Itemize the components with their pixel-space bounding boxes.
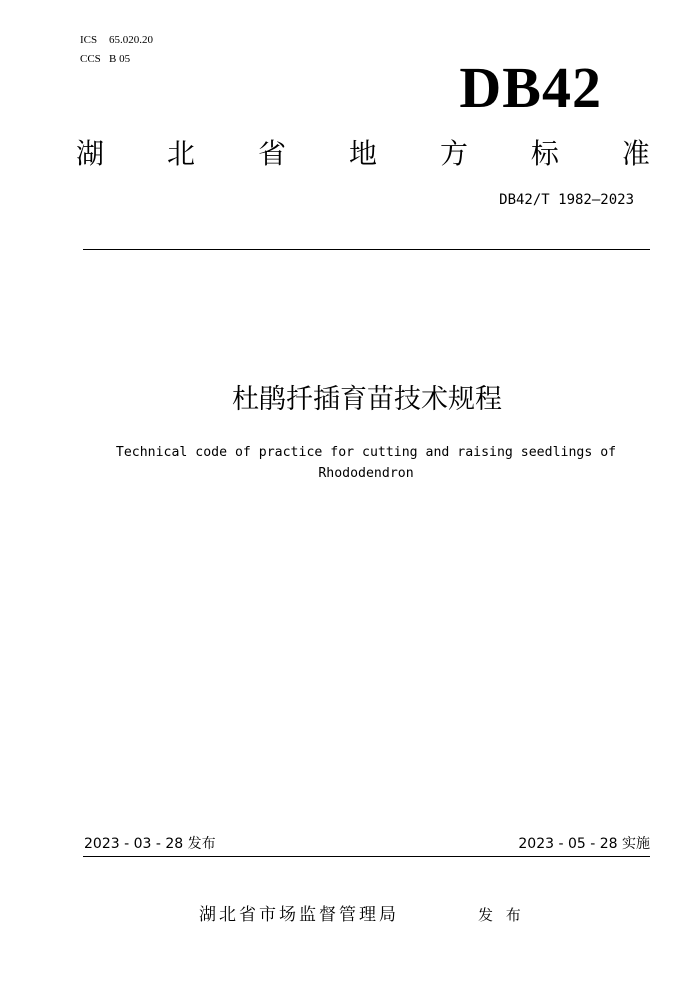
ccs-code bbox=[80, 52, 130, 67]
title-english-line-1: Technical code of practice for cutting and raising seedlings of bbox=[115, 445, 617, 460]
ccs-label: CCS bbox=[80, 53, 101, 65]
ics-code bbox=[80, 33, 153, 48]
issuer-name: 湖北省市场监督管理局 bbox=[199, 905, 399, 925]
standard-type-char: 北 bbox=[166, 137, 195, 170]
db42-logo: DB42 bbox=[459, 55, 602, 120]
title-chinese: 杜鹃扦插育苗技术规程 bbox=[232, 384, 502, 415]
standard-type-char: 省 bbox=[257, 137, 286, 170]
bottom-divider bbox=[83, 856, 650, 857]
standard-type-char: 准 bbox=[621, 137, 650, 170]
top-divider bbox=[83, 249, 650, 250]
title-english-line-2: Rhododendron bbox=[318, 466, 414, 481]
standard-type-char: 方 bbox=[439, 137, 468, 170]
standard-code: DB42/T 1982—2023 bbox=[499, 192, 634, 208]
standard-type-char: 标 bbox=[530, 137, 559, 170]
standard-type-heading bbox=[76, 134, 650, 174]
ccs-value: B 05 bbox=[109, 53, 131, 65]
standard-type-char: 湖 bbox=[76, 137, 105, 170]
ics-label: ICS bbox=[80, 34, 98, 46]
implement-date: 2023 - 05 - 28 实施 bbox=[518, 836, 650, 852]
title-english bbox=[90, 442, 642, 484]
standard-type-char: 地 bbox=[348, 137, 377, 170]
issue-label: 发 布 bbox=[478, 906, 525, 924]
ics-value: 65.020.20 bbox=[109, 34, 153, 46]
publish-date: 2023 - 03 - 28 发布 bbox=[84, 836, 216, 852]
